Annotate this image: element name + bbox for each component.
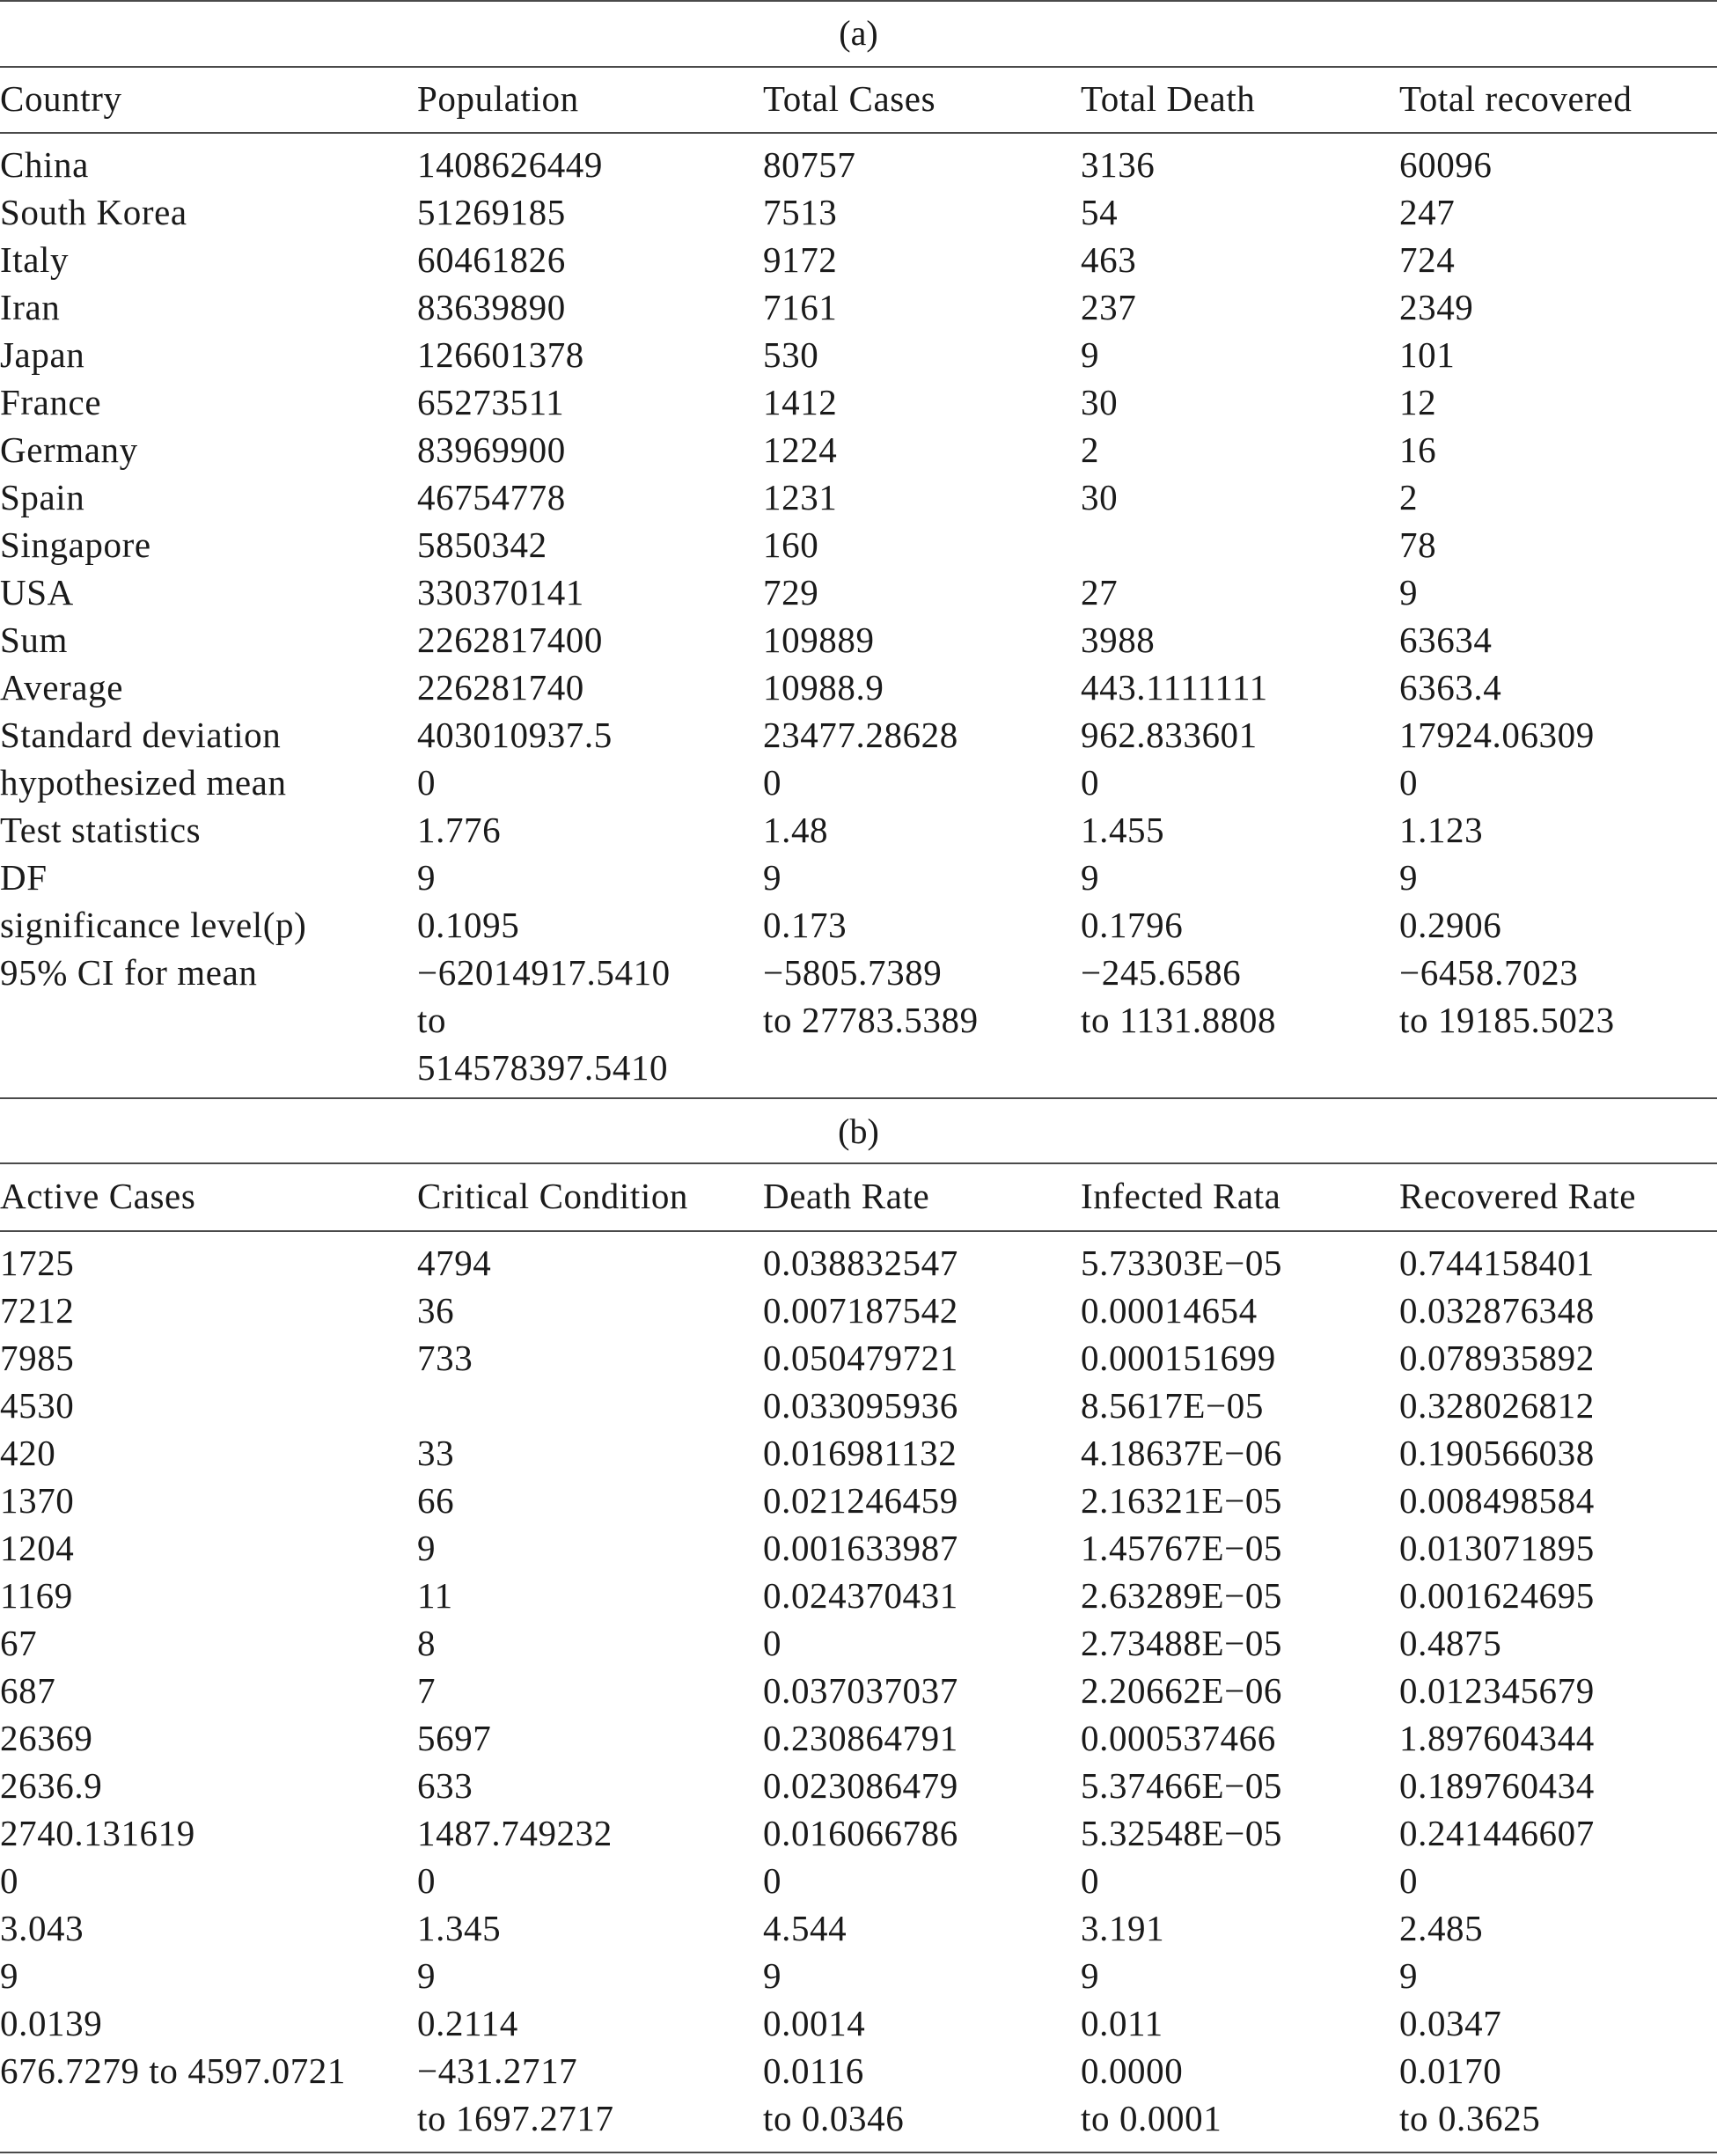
cell-col4: 5.73303E−05 xyxy=(1081,1243,1283,1283)
table-row xyxy=(0,2047,1717,2094)
cell-col4: 463 xyxy=(1081,239,1137,280)
cell-col4: 0.0000 xyxy=(1081,2050,1184,2091)
cell-col1: 1725 xyxy=(0,1243,75,1283)
cell-col3: −5805.7389 xyxy=(763,952,943,993)
cell-col1: 4530 xyxy=(0,1385,75,1426)
cell-col5: 0.190566038 xyxy=(1399,1433,1595,1473)
cell-col3: 729 xyxy=(763,572,819,612)
table-row xyxy=(0,711,1717,759)
table-row xyxy=(0,1904,1717,1952)
cell-col5: 247 xyxy=(1399,192,1456,232)
cell-col1: 687 xyxy=(0,1670,56,1711)
cell-col3: 0.173 xyxy=(763,905,847,945)
cell-col5: 0.078935892 xyxy=(1399,1338,1595,1378)
table-row xyxy=(0,996,1717,1044)
cell-col2: 126601378 xyxy=(417,334,584,375)
cell-col3: 0.021246459 xyxy=(763,1480,958,1521)
table-row xyxy=(0,1477,1717,1524)
header-recovered-rate: Recovered Rate xyxy=(1399,1176,1637,1216)
cell-col5: 0.013071895 xyxy=(1399,1528,1595,1568)
cell-col1: Italy xyxy=(0,239,70,280)
table-row xyxy=(0,1334,1717,1382)
cell-col1: 676.7279 to 4597.0721 xyxy=(0,2050,346,2091)
table-row xyxy=(0,1429,1717,1477)
cell-col4: 3136 xyxy=(1081,144,1156,185)
cell-col4: 0.011 xyxy=(1081,2003,1163,2043)
cell-col1: Spain xyxy=(0,477,85,517)
cell-col2: 65273511 xyxy=(417,382,565,422)
table-row xyxy=(0,1857,1717,1904)
cell-col5: 60096 xyxy=(1399,144,1493,185)
cell-col1: Average xyxy=(0,667,124,708)
cell-col1: Sum xyxy=(0,620,68,660)
cell-col4: 9 xyxy=(1081,1955,1100,1996)
cell-col5: 17924.06309 xyxy=(1399,715,1595,755)
cell-col2: 0 xyxy=(417,762,437,803)
cell-col5: 0.4875 xyxy=(1399,1623,1502,1663)
cell-col1: 1370 xyxy=(0,1480,75,1521)
cell-col5: 0.0347 xyxy=(1399,2003,1502,2043)
cell-col3: 0.037037037 xyxy=(763,1670,958,1711)
cell-col5: 0 xyxy=(1399,1860,1419,1901)
top-rule-b xyxy=(0,1097,1717,1099)
cell-col2: −62014917.5410 xyxy=(417,952,671,993)
table-row xyxy=(0,283,1717,331)
cell-col3: 0.0014 xyxy=(763,2003,866,2043)
table-row xyxy=(0,188,1717,236)
cell-col2: 33 xyxy=(417,1433,455,1473)
cell-col4: 0.1796 xyxy=(1081,905,1184,945)
cell-col2: 60461826 xyxy=(417,239,566,280)
cell-col3: 7161 xyxy=(763,287,838,327)
cell-col3: 530 xyxy=(763,334,819,375)
cell-col5: 63634 xyxy=(1399,620,1493,660)
cell-col5: to 19185.5023 xyxy=(1399,1000,1615,1040)
cell-col3: 1231 xyxy=(763,477,838,517)
cell-col2: 4794 xyxy=(417,1243,492,1283)
cell-col1: 0.0139 xyxy=(0,2003,103,2043)
cell-col1: 2740.131619 xyxy=(0,1813,195,1853)
cell-col1: significance level(p) xyxy=(0,905,307,945)
cell-col2: 2262817400 xyxy=(417,620,603,660)
cell-col1: Standard deviation xyxy=(0,715,282,755)
cell-col3: 80757 xyxy=(763,144,856,185)
cell-col2: to 1697.2717 xyxy=(417,2098,614,2138)
cell-col5: 724 xyxy=(1399,239,1456,280)
bottom-rule xyxy=(0,2152,1717,2153)
cell-col3: 0.016981132 xyxy=(763,1433,958,1473)
cell-col3: 1224 xyxy=(763,429,838,470)
table-row xyxy=(0,1239,1717,1287)
cell-col4: to 0.0001 xyxy=(1081,2098,1222,2138)
cell-col5: 2.485 xyxy=(1399,1908,1484,1948)
cell-col2: 514578397.5410 xyxy=(417,1047,669,1088)
cell-col2: 9 xyxy=(417,1528,437,1568)
cell-col5: 1.897604344 xyxy=(1399,1718,1595,1758)
cell-col2: 8 xyxy=(417,1623,437,1663)
cell-col4: 0 xyxy=(1081,1860,1100,1901)
cell-col1: 1204 xyxy=(0,1528,75,1568)
cell-col2: 733 xyxy=(417,1338,473,1378)
cell-col3: 0.007187542 xyxy=(763,1290,958,1331)
cell-col5: 0.328026812 xyxy=(1399,1385,1595,1426)
cell-col2: 403010937.5 xyxy=(417,715,613,755)
cell-col2: 5697 xyxy=(417,1718,492,1758)
header-total-recovered: Total recovered xyxy=(1399,78,1633,119)
cell-col3: 160 xyxy=(763,524,819,565)
table-row xyxy=(0,1809,1717,1857)
table-row xyxy=(0,1382,1717,1429)
cell-col3: 9 xyxy=(763,1955,782,1996)
cell-col4: 5.37466E−05 xyxy=(1081,1765,1283,1806)
cell-col1: 420 xyxy=(0,1433,56,1473)
cell-col2: 5850342 xyxy=(417,524,547,565)
cell-col4: 1.455 xyxy=(1081,810,1165,850)
cell-col4: 30 xyxy=(1081,382,1119,422)
cell-col4: 2 xyxy=(1081,429,1100,470)
cell-col3: 0.024370431 xyxy=(763,1575,958,1616)
cell-col2: −431.2717 xyxy=(417,2050,578,2091)
table-row xyxy=(0,1287,1717,1334)
cell-col4: 4.18637E−06 xyxy=(1081,1433,1283,1473)
table-row xyxy=(0,331,1717,378)
table-row xyxy=(0,1999,1717,2047)
cell-col4: 0.000151699 xyxy=(1081,1338,1276,1378)
table-row xyxy=(0,616,1717,664)
cell-col1: 1169 xyxy=(0,1575,73,1616)
cell-col1: 0 xyxy=(0,1860,19,1901)
cell-col3: 0.016066786 xyxy=(763,1813,958,1853)
cell-col2: 226281740 xyxy=(417,667,584,708)
cell-col4: 3.191 xyxy=(1081,1908,1165,1948)
table-row xyxy=(0,1714,1717,1762)
cell-col5: 2 xyxy=(1399,477,1419,517)
cell-col5: 78 xyxy=(1399,524,1437,565)
cell-col1: 7212 xyxy=(0,1290,75,1331)
cell-col4: 0 xyxy=(1081,762,1100,803)
header-death-rate: Death Rate xyxy=(763,1176,930,1216)
cell-col5: 101 xyxy=(1399,334,1456,375)
cell-col5: 0.744158401 xyxy=(1399,1243,1595,1283)
table-row xyxy=(0,141,1717,188)
cell-col3: 1.48 xyxy=(763,810,829,850)
cell-col1: 3.043 xyxy=(0,1908,84,1948)
header-active-cases: Active Cases xyxy=(0,1176,196,1216)
cell-col3: 109889 xyxy=(763,620,875,660)
cell-col2: 83639890 xyxy=(417,287,566,327)
cell-col5: 6363.4 xyxy=(1399,667,1502,708)
cell-col2: 1.776 xyxy=(417,810,502,850)
cell-col1: 26369 xyxy=(0,1718,93,1758)
table-row xyxy=(0,806,1717,854)
header-total-death: Total Death xyxy=(1081,78,1256,119)
cell-col2: 0.2114 xyxy=(417,2003,518,2043)
cell-col3: 0.038832547 xyxy=(763,1243,958,1283)
cell-col4: 2.16321E−05 xyxy=(1081,1480,1283,1521)
cell-col5: 0.032876348 xyxy=(1399,1290,1595,1331)
table-a-label: (a) xyxy=(839,13,878,53)
cell-col3: 10988.9 xyxy=(763,667,884,708)
table-row xyxy=(0,236,1717,283)
table-row xyxy=(0,759,1717,806)
table-row xyxy=(0,901,1717,949)
header-infected-rata: Infected Rata xyxy=(1081,1176,1281,1216)
cell-col2: 9 xyxy=(417,1955,437,1996)
cell-col3: to 0.0346 xyxy=(763,2098,905,2138)
header-population: Population xyxy=(417,78,579,119)
table-row xyxy=(0,949,1717,996)
cell-col4: 30 xyxy=(1081,477,1119,517)
cell-col3: 23477.28628 xyxy=(763,715,958,755)
table-row xyxy=(0,568,1717,616)
header-bottom-rule-a xyxy=(0,132,1717,134)
table-row xyxy=(0,1667,1717,1714)
cell-col5: 9 xyxy=(1399,857,1419,898)
cell-col1: Iran xyxy=(0,287,61,327)
cell-col2: 633 xyxy=(417,1765,473,1806)
table-row xyxy=(0,473,1717,521)
cell-col5: 12 xyxy=(1399,382,1437,422)
cell-col4: 54 xyxy=(1081,192,1119,232)
cell-col3: 4.544 xyxy=(763,1908,847,1948)
cell-col3: 0.0116 xyxy=(763,2050,864,2091)
cell-col5: 16 xyxy=(1399,429,1437,470)
cell-col4: 962.833601 xyxy=(1081,715,1258,755)
cell-col4: 9 xyxy=(1081,857,1100,898)
cell-col1: DF xyxy=(0,857,48,898)
cell-col5: −6458.7023 xyxy=(1399,952,1579,993)
cell-col1: hypothesized mean xyxy=(0,762,287,803)
cell-col3: 7513 xyxy=(763,192,838,232)
cell-col1: 7985 xyxy=(0,1338,75,1378)
cell-col4: 27 xyxy=(1081,572,1119,612)
cell-col1: France xyxy=(0,382,102,422)
cell-col1: South Korea xyxy=(0,192,187,232)
cell-col3: 9 xyxy=(763,857,782,898)
cell-col2: 46754778 xyxy=(417,477,566,517)
cell-col3: 9172 xyxy=(763,239,838,280)
cell-col3: 0.230864791 xyxy=(763,1718,958,1758)
cell-col5: 9 xyxy=(1399,1955,1419,1996)
cell-col5: 0 xyxy=(1399,762,1419,803)
cell-col2: 0.1095 xyxy=(417,905,520,945)
cell-col4: to 1131.8808 xyxy=(1081,1000,1277,1040)
table-row xyxy=(0,1044,1717,1091)
cell-col4: 1.45767E−05 xyxy=(1081,1528,1283,1568)
cell-col5: 0.241446607 xyxy=(1399,1813,1595,1853)
cell-col4: 3988 xyxy=(1081,620,1156,660)
table-row xyxy=(0,854,1717,901)
cell-col3: 0 xyxy=(763,762,782,803)
cell-col2: 1.345 xyxy=(417,1908,502,1948)
cell-col2: 7 xyxy=(417,1670,437,1711)
table-row xyxy=(0,1952,1717,1999)
table-row xyxy=(0,664,1717,711)
cell-col2: to xyxy=(417,1000,447,1040)
cell-col2: 36 xyxy=(417,1290,455,1331)
cell-col2: 1408626449 xyxy=(417,144,603,185)
cell-col2: 1487.749232 xyxy=(417,1813,613,1853)
cell-col4: 8.5617E−05 xyxy=(1081,1385,1264,1426)
cell-col3: 0.023086479 xyxy=(763,1765,958,1806)
table-row xyxy=(0,1762,1717,1809)
cell-col3: 0 xyxy=(763,1860,782,1901)
cell-col1: 9 xyxy=(0,1955,19,1996)
cell-col4: 9 xyxy=(1081,334,1100,375)
cell-col4: 443.1111111 xyxy=(1081,667,1268,708)
cell-col5: 0.001624695 xyxy=(1399,1575,1595,1616)
header-critical-condition: Critical Condition xyxy=(417,1176,689,1216)
cell-col2: 83969900 xyxy=(417,429,566,470)
cell-col5: 9 xyxy=(1399,572,1419,612)
cell-col5: 0.2906 xyxy=(1399,905,1502,945)
table-a-header-row xyxy=(0,75,1717,122)
header-total-cases: Total Cases xyxy=(763,78,936,119)
cell-col2: 330370141 xyxy=(417,572,584,612)
cell-col5: 1.123 xyxy=(1399,810,1484,850)
cell-col4: 2.63289E−05 xyxy=(1081,1575,1283,1616)
cell-col3: 0.050479721 xyxy=(763,1338,958,1378)
cell-col1: 67 xyxy=(0,1623,38,1663)
cell-col2: 51269185 xyxy=(417,192,566,232)
table-row xyxy=(0,1572,1717,1619)
cell-col1: 2636.9 xyxy=(0,1765,103,1806)
table-row xyxy=(0,426,1717,473)
cell-col1: Germany xyxy=(0,429,138,470)
table-row xyxy=(0,1524,1717,1572)
header-top-rule-b xyxy=(0,1162,1717,1164)
cell-col1: USA xyxy=(0,572,74,612)
table-row xyxy=(0,1619,1717,1667)
header-country: Country xyxy=(0,78,122,119)
cell-col3: 0.001633987 xyxy=(763,1528,958,1568)
cell-col1: 95% CI for mean xyxy=(0,952,258,993)
cell-col3: to 27783.5389 xyxy=(763,1000,979,1040)
table-row xyxy=(0,2094,1717,2142)
table-row xyxy=(0,378,1717,426)
cell-col2: 0 xyxy=(417,1860,437,1901)
cell-col3: 1412 xyxy=(763,382,838,422)
cell-col4: 5.32548E−05 xyxy=(1081,1813,1283,1853)
cell-col2: 66 xyxy=(417,1480,455,1521)
cell-col4: 2.20662E−06 xyxy=(1081,1670,1283,1711)
cell-col4: 2.73488E−05 xyxy=(1081,1623,1283,1663)
cell-col1: Japan xyxy=(0,334,85,375)
table-b-label: (b) xyxy=(838,1111,879,1151)
cell-col4: −245.6586 xyxy=(1081,952,1242,993)
cell-col1: China xyxy=(0,144,89,185)
header-top-rule-a xyxy=(0,66,1717,68)
cell-col4: 0.00014654 xyxy=(1081,1290,1258,1331)
cell-col3: 0 xyxy=(763,1623,782,1663)
cell-col2: 9 xyxy=(417,857,437,898)
cell-col1: Singapore xyxy=(0,524,151,565)
cell-col4: 0.000537466 xyxy=(1081,1718,1276,1758)
cell-col1: Test statistics xyxy=(0,810,202,850)
cell-col5: 0.012345679 xyxy=(1399,1670,1595,1711)
cell-col5: 0.0170 xyxy=(1399,2050,1502,2091)
cell-col5: to 0.3625 xyxy=(1399,2098,1541,2138)
cell-col5: 2349 xyxy=(1399,287,1474,327)
cell-col3: 0.033095936 xyxy=(763,1385,958,1426)
table-b-header-row xyxy=(0,1172,1717,1220)
cell-col5: 0.008498584 xyxy=(1399,1480,1595,1521)
cell-col2: 11 xyxy=(417,1575,453,1616)
table-row xyxy=(0,521,1717,568)
cell-col4: 237 xyxy=(1081,287,1137,327)
top-rule-a xyxy=(0,0,1717,2)
header-bottom-rule-b xyxy=(0,1230,1717,1232)
cell-col5: 0.189760434 xyxy=(1399,1765,1595,1806)
